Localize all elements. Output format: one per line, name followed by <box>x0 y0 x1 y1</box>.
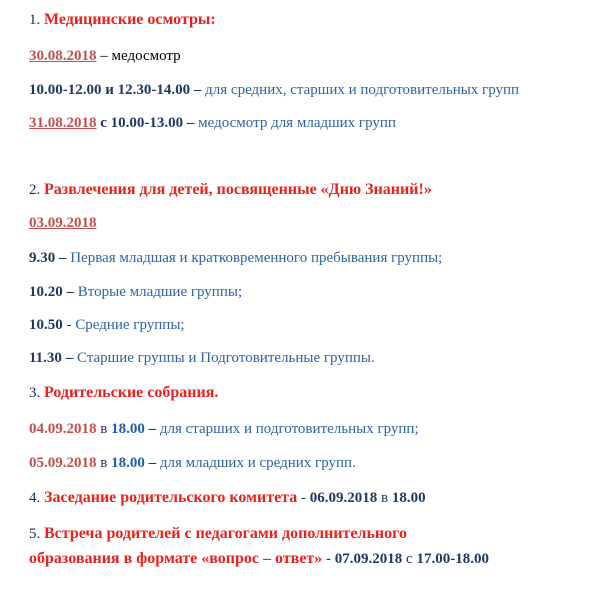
section-2-item <box>29 316 185 334</box>
time: 10.20 <box>29 284 63 300</box>
time: 10.00-12.00 <box>29 82 102 98</box>
time: 18.00 <box>391 490 426 506</box>
section-3-item <box>29 420 419 438</box>
time: 10.50 <box>29 317 63 333</box>
description: Вторые младшие группы; <box>77 284 243 300</box>
description: для старших и подготовительных групп; <box>159 421 419 437</box>
date: 07.09.2018 <box>334 551 403 567</box>
dash: – <box>61 350 77 366</box>
section-4-number: 4. <box>29 490 44 506</box>
time: 11.30 <box>29 350 62 366</box>
section-5-heading-line-2 <box>29 550 489 568</box>
section-1-title: Медицинские осмотры: <box>44 11 216 28</box>
dash: – <box>55 250 71 266</box>
dash: – <box>190 82 206 98</box>
section-2-item <box>29 349 375 367</box>
description: – медосмотр <box>96 48 181 64</box>
date: 03.09.2018 <box>29 215 97 231</box>
section-2-item <box>29 283 242 301</box>
dash: - <box>322 551 335 567</box>
section-2-number: 2. <box>29 182 44 198</box>
section-5-title-line-2: образования в формате «вопрос – ответ» <box>29 550 323 567</box>
dash: – <box>183 115 199 131</box>
section-3-item <box>29 454 356 472</box>
date: 31.08.2018 <box>29 115 97 131</box>
dash: – <box>62 284 78 300</box>
time: 18.00 <box>111 455 145 471</box>
section-2-title: Развлечения для детей, посвященные «Дню Знаний!» <box>44 181 432 198</box>
time: 10.00-13.00 <box>110 115 184 131</box>
date: 05.09.2018 <box>29 455 97 471</box>
description: для средних, старших и подготовительных групп <box>205 82 520 98</box>
preposition: с <box>96 115 111 131</box>
section-5-number: 5. <box>29 526 44 542</box>
section-3-heading <box>29 384 218 402</box>
section-3-title: Родительские собрания. <box>44 384 219 401</box>
section-1-line-3 <box>29 114 396 132</box>
description: для младших и средних групп. <box>159 455 356 471</box>
preposition: с <box>402 551 417 567</box>
description: Средние группы; <box>75 317 185 333</box>
description: Старшие группы и Подготовительные группы. <box>76 350 375 366</box>
conjunction: и <box>101 82 118 98</box>
dash: – <box>144 421 160 437</box>
section-5-title-line-1: Встреча родителей с педагогами дополнительного <box>44 525 408 542</box>
date: 06.09.2018 <box>309 490 378 506</box>
section-1-line-1 <box>29 47 181 65</box>
date: 30.08.2018 <box>29 48 97 64</box>
time: 17.00-18.00 <box>416 551 489 567</box>
section-2-date <box>29 214 97 232</box>
dash: - <box>297 490 310 506</box>
preposition: в <box>96 421 112 437</box>
description: медосмотр для младших групп <box>198 115 396 131</box>
section-1-line-2 <box>29 81 519 99</box>
description: Первая младшая и кратковременного пребывания группы; <box>70 250 443 266</box>
dash: - <box>62 317 76 333</box>
time: 12.30-14.00 <box>117 82 191 98</box>
section-5-heading-line-1 <box>29 525 407 543</box>
preposition: в <box>96 455 112 471</box>
section-2-heading <box>29 181 432 199</box>
time: 18.00 <box>111 421 145 437</box>
time: 9.30 <box>29 250 56 266</box>
section-3-number: 3. <box>29 385 44 401</box>
section-1-heading <box>29 11 216 29</box>
section-1-number: 1. <box>29 12 44 28</box>
date: 04.09.2018 <box>29 421 97 437</box>
preposition: в <box>377 490 392 506</box>
section-4-heading <box>29 489 426 507</box>
section-4-title: Заседание родительского комитета <box>44 489 298 506</box>
section-2-item <box>29 249 442 267</box>
dash: – <box>144 455 160 471</box>
